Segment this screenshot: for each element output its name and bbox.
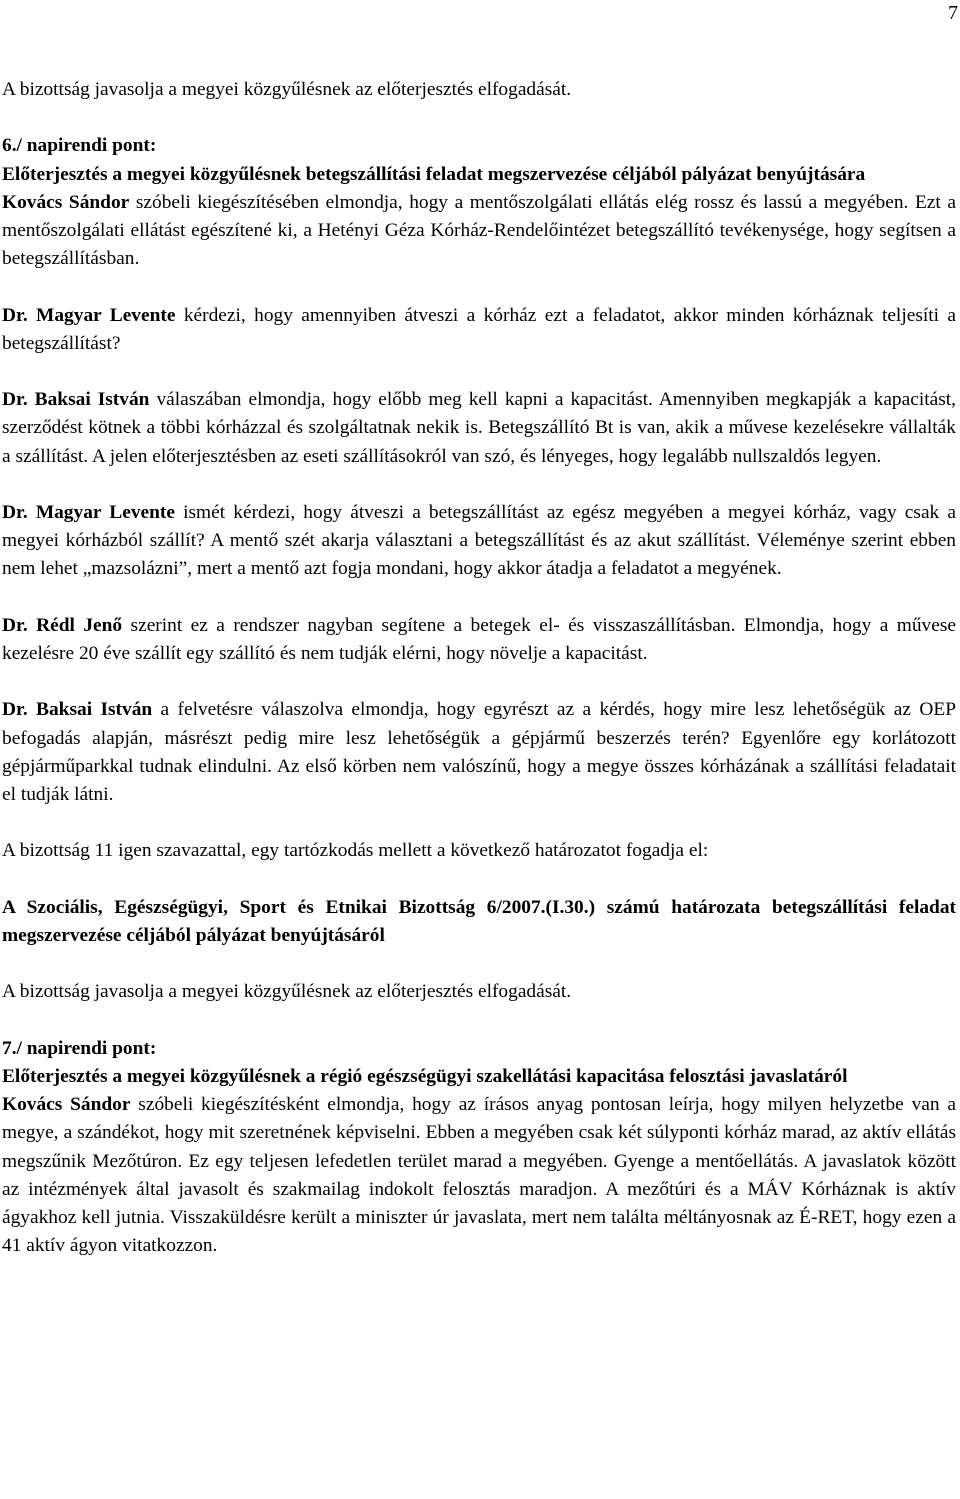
paragraph [2,696,956,809]
paragraph [2,189,956,274]
text-run: szóbeli kiegészítésében elmondja, hogy a mentőszolgálati ellátás elég rossz és lassú a megyében. Ezt a mentőszolgálati ellátást egészítené ki, a Hetényi Géza Kórház-Rendelőintézet betegszállító tevékenysége, hogy segítsen a betegszállításban. [2,191,956,270]
text-run: A bizottság 11 igen szavazattal, egy tartózkodás mellett a következő határozatot fogadja el: [2,840,709,862]
paragraph-gap [2,104,956,132]
paragraph [2,161,956,189]
paragraph-gap [2,471,956,499]
text-run: kérdezi, hogy amennyiben átveszi a kórház ezt a feladatot, akkor minden kórháznak teljesíti a betegszállítást? [2,304,957,354]
bold-text: A Szociális, Egészségügyi, Sport és Etnikai Bizottság 6/2007.(I.30.) számú határozata betegszállítási feladat megszervezése céljából pályázat benyújtásáról [2,896,956,946]
paragraph [2,1091,956,1260]
paragraph-gap [2,358,956,386]
paragraph [2,499,956,584]
bold-text: 6./ napirendi pont: [2,135,157,157]
paragraph [2,837,956,865]
paragraph [2,132,956,160]
text-run: A bizottság javasolja a megyei közgyűlésnek az előterjesztés elfogadását. [2,79,572,100]
bold-text: Dr. Magyar Levente [2,501,175,523]
text-run: a felvetésre válaszolva elmondja, hogy egyrészt az a kérdés, hogy mire lesz lehetőségük az OEP befogadás alapján, másrészt pedig mire lesz lehetőségük a gépjármű beszerzés terén? Egyenlőre egy korlátozott gépjárműparkkal tudnak elindulni. Az első körben nem valószínű, hogy a megye összes kórházának a szállítási feladatait el tudják látni. [2,699,956,805]
document-body [2,76,956,1260]
text-run: szóbeli kiegészítésként elmondja, hogy az írásos anyag pontosan leírja, hogy milyen helyzetbe van a megye, a szándékot, hogy mit szeretnének képviselni. Ebben a megyében csak két súlyponti kórház marad, az aktív ellátás megszűnik Mezőtúron. Ez egy teljesen lefedetlen terület marad a megyében. Gyenge a mentőellátás. A javaslatok között az intézmények által javasolt és szakmailag indokolt felosztás maradjon. A mezőtúri és a MÁV Kórháznak is aktív ágyakhoz kell jutnia. Visszaküldésre került a miniszter úr javaslata, mert nem találta méltányosnak az É-RET, hogy ezen a 41 aktív ágyon vitatkozzon. [2,1094,956,1257]
paragraph-gap [2,668,956,696]
paragraph-gap [2,273,956,301]
bold-text: Dr. Rédl Jenő [2,614,123,636]
paragraph-gap [2,1007,956,1035]
paragraph [2,978,956,1006]
paragraph [2,1063,956,1091]
paragraph [2,302,956,358]
paragraph-gap [2,866,956,894]
paragraph-gap [2,809,956,837]
paragraph [2,386,956,471]
text-run: A bizottság javasolja a megyei közgyűlésnek az előterjesztés elfogadását. [2,981,572,1003]
paragraph-gap [2,584,956,612]
bold-text: Kovács Sándor [2,1094,131,1116]
paragraph [2,1035,956,1063]
text-run: szerint ez a rendszer nagyban segítene a betegek el- és visszaszállításban. Elmondja, hogy a művese kezelésre 20 éve szállít egy szállító és nem tudják elérni, hogy növelje a kapacitást. [2,614,957,664]
paragraph-gap [2,950,956,978]
bold-text: Előterjesztés a megyei közgyűlésnek a régió egészségügyi szakellátási kapacitása felosztási javaslatáról [2,1065,848,1087]
bold-text: Dr. Magyar Levente [2,304,176,326]
bold-text: 7./ napirendi pont: [2,1037,157,1059]
bold-text: Dr. Baksai István [2,389,150,411]
paragraph [2,76,956,104]
bold-text: Dr. Baksai István [2,699,153,721]
bold-text: Kovács Sándor [2,191,130,213]
bold-text: Előterjesztés a megyei közgyűlésnek betegszállítási feladat megszervezése céljából pályázat benyújtására [2,163,866,185]
paragraph [2,612,956,668]
page-number: 7 [948,2,958,24]
text-run: ismét kérdezi, hogy átveszi a betegszállítást az egész megyében a megyei kórház, vagy csak a megyei kórházból szállít? A mentő szét akarja választani a betegszállítást és az akut szállítást. Véleménye szerint ebben nem lehet „mazsolázni”, mert a mentő azt fogja mondani, hogy akkor átadja a feladatot a megyének. [2,501,956,580]
paragraph [2,894,956,950]
text-run: válaszában elmondja, hogy előbb meg kell kapni a kapacitást. Amennyiben megkapják a kapacitást, szerződést kötnek a többi kórházzal és szolgáltatnak nekik is. Betegszállító Bt is van, akik a művese kezelésekre vállalták a szállítást. A jelen előterjesztésben az eseti szállításokról van szó, és lényeges, hogy legalább nullszaldós legyen. [2,389,957,467]
